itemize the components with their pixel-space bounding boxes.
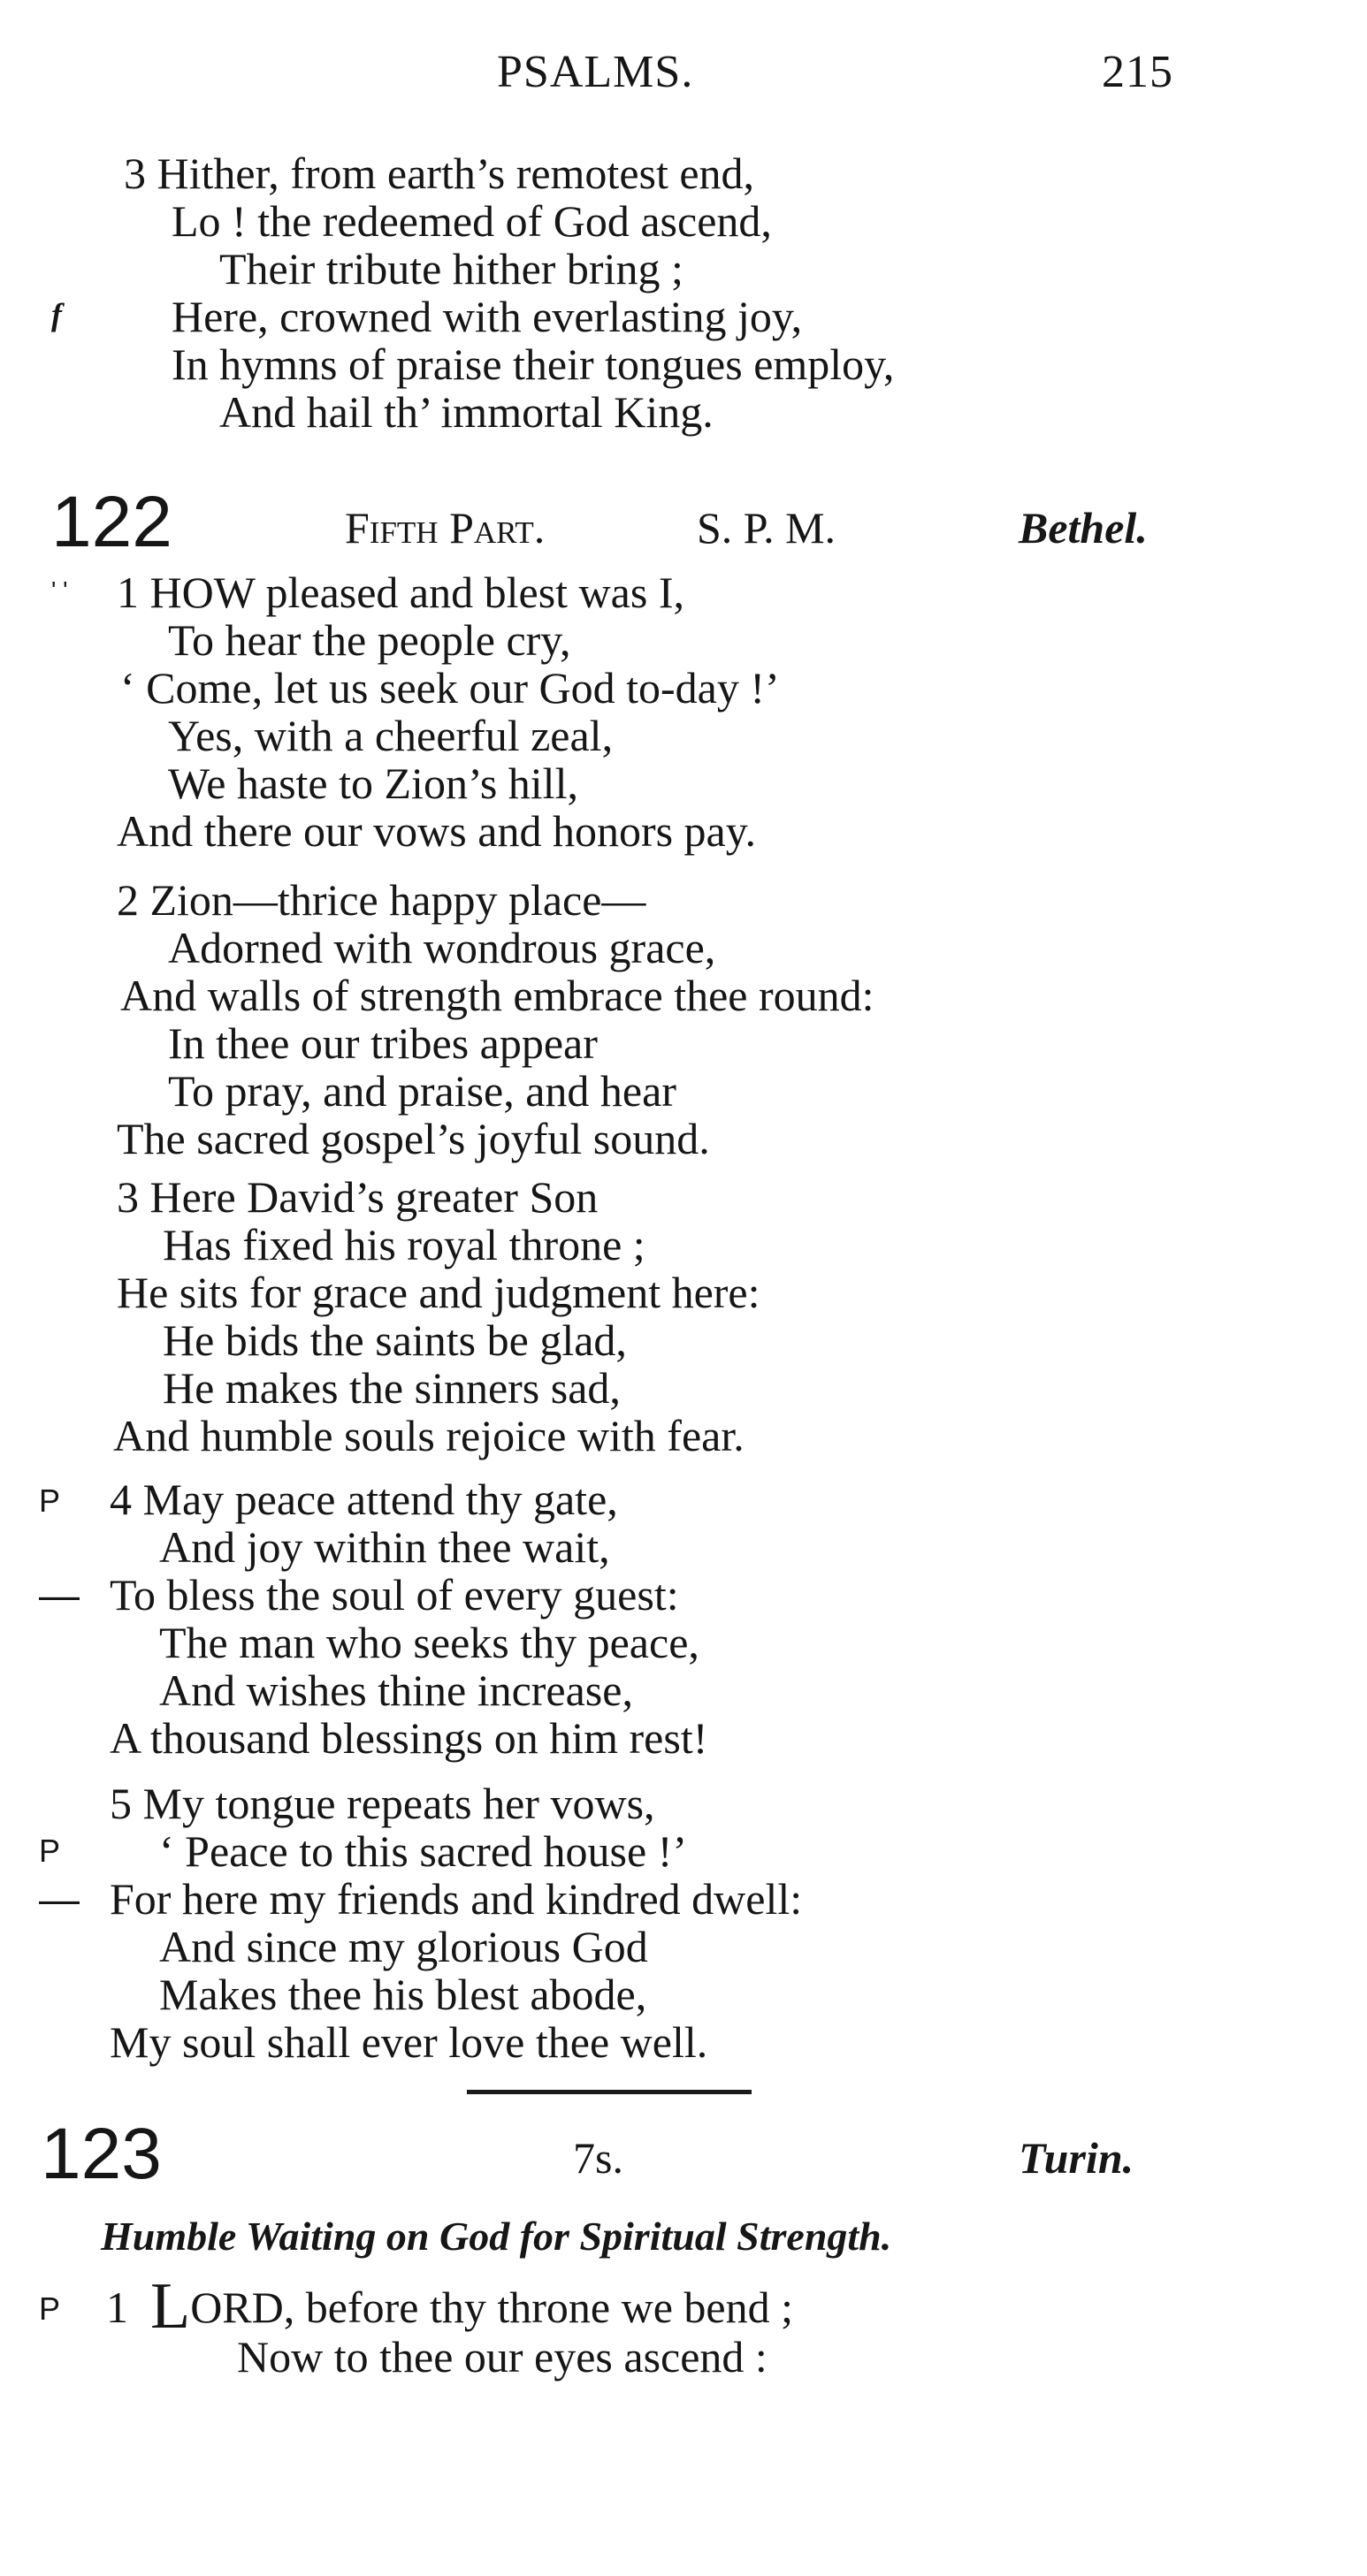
- verse-line: Lo ! the redeemed of God ascend,: [172, 196, 772, 246]
- verse-line: Now to thee our eyes ascend :: [237, 2332, 768, 2382]
- dynamic-mark-piano: P: [39, 2290, 61, 2327]
- verse-line: For here my friends and kindred dwell:: [110, 1874, 803, 1924]
- verse-line-first: [106, 2270, 793, 2343]
- verse-line: My soul shall ever love thee well.: [110, 2017, 708, 2067]
- verse-line: To hear the people cry,: [168, 615, 571, 665]
- verse-line: ‘ Peace to this sacred house !’: [159, 1826, 687, 1876]
- verse-line: And walls of strength embrace thee round:: [120, 971, 874, 1020]
- verse-line: The sacred gospel’s joyful sound.: [117, 1114, 710, 1163]
- verse-line: The man who seeks thy peace,: [159, 1618, 699, 1667]
- drop-cap: L: [150, 2270, 191, 2343]
- hymn-tune: Bethel.: [1019, 503, 1148, 553]
- verse-number: 1: [106, 2283, 128, 2332]
- verse-line: He bids the saints be glad,: [163, 1315, 627, 1365]
- hymn-meter: 7s.: [573, 2133, 623, 2183]
- verse-line: 5 My tongue repeats her vows,: [110, 1779, 655, 1828]
- dynamic-mark: ' ': [51, 576, 68, 604]
- verse-line-rest: ORD, before thy throne we bend ;: [190, 2283, 793, 2332]
- dynamic-mark-piano: P: [39, 1482, 61, 1519]
- verse-line: Their tribute hither bring ;: [219, 244, 684, 293]
- page-number: 215: [1102, 47, 1173, 97]
- hymn-number: 123: [41, 2114, 162, 2194]
- verse-line: To bless the soul of every guest:: [110, 1570, 679, 1620]
- verse-line: Has fixed his royal throne ;: [163, 1220, 645, 1269]
- verse-line: ‘ Come, let us seek our God to-day !’: [120, 663, 780, 713]
- verse-line: A thousand blessings on him rest!: [110, 1713, 708, 1763]
- verse-line: In hymns of praise their tongues employ,: [172, 339, 895, 389]
- dynamic-mark-dash: —: [39, 1876, 80, 1922]
- verse-line: To pray, and praise, and hear: [168, 1066, 676, 1116]
- verse-line: And there our vows and honors pay.: [117, 806, 756, 856]
- verse-line: And joy within thee wait,: [159, 1522, 610, 1572]
- dynamic-mark-piano: P: [39, 1833, 61, 1869]
- verse-line: We haste to Zion’s hill,: [168, 758, 578, 808]
- verse-line: He sits for grace and judgment here:: [117, 1268, 760, 1317]
- verse-line: In thee our tribes appear: [168, 1018, 598, 1068]
- verse-line: 4 May peace attend thy gate,: [110, 1475, 618, 1524]
- verse-line: Adorned with wondrous grace,: [168, 923, 716, 972]
- verse-line: And wishes thine increase,: [159, 1665, 633, 1715]
- hymn-meter: S. P. M.: [697, 503, 836, 553]
- verse-line: He makes the sinners sad,: [163, 1363, 621, 1413]
- dynamic-mark-forte: f: [51, 297, 62, 332]
- hymn-subtitle: Humble Waiting on God for Spiritual Strength.: [101, 2214, 892, 2259]
- verse-line: Here, crowned with everlasting joy,: [172, 292, 803, 341]
- verse-line: 1 HOW pleased and blest was I,: [117, 568, 684, 617]
- section-divider: [467, 2090, 752, 2094]
- verse-line: 3 Hither, from earth’s remotest end,: [124, 149, 755, 198]
- verse-line: Yes, with a cheerful zeal,: [168, 711, 614, 760]
- hymn-part: Fifth Part.: [345, 503, 546, 553]
- verse-line: And since my glorious God: [159, 1922, 648, 1971]
- verse-line: And humble souls rejoice with fear.: [113, 1411, 745, 1460]
- dynamic-mark-dash: —: [39, 1572, 80, 1618]
- verse-line: 3 Here David’s greater Son: [117, 1172, 599, 1222]
- hymn-tune: Turin.: [1019, 2133, 1134, 2183]
- verse-line: 2 Zion—thrice happy place—: [117, 875, 646, 925]
- running-head-title: PSALMS.: [497, 47, 694, 97]
- verse-line: Makes thee his blest abode,: [159, 1970, 647, 2019]
- hymn-number: 122: [51, 482, 172, 562]
- verse-line: And hail th’ immortal King.: [219, 387, 714, 437]
